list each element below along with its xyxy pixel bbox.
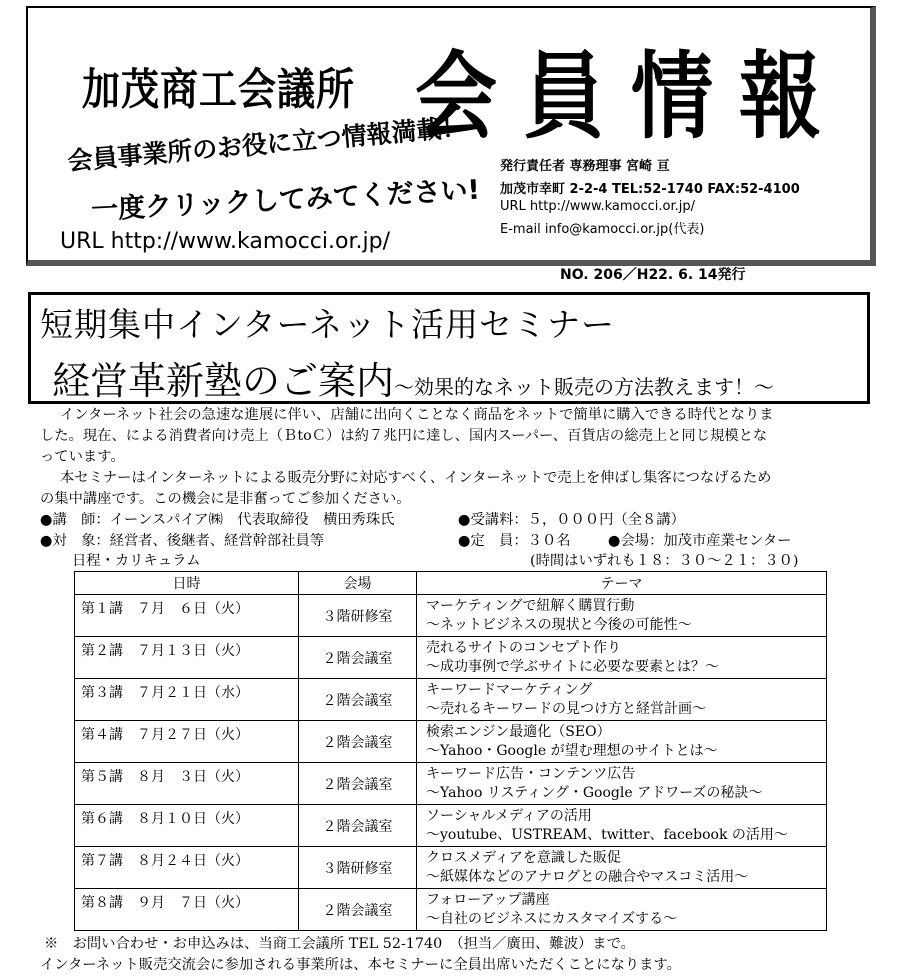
schedule-table xyxy=(74,571,827,931)
body-line: 本セミナーはインターネットによる販売分野に対応すべく、インターネットで売上を伸ばし集客につなげるため xyxy=(60,470,772,486)
instructor-info: ●講 師：イーンスパイア㈱ 代表取締役 横田秀珠氏 xyxy=(40,512,395,528)
cell-theme xyxy=(417,679,827,721)
header-theme: テーマ xyxy=(417,572,827,595)
theme-title: 検索エンジン最適化（SEO） xyxy=(426,724,611,740)
theme-subtitle: ～youtube、USTREAM、twitter、facebook の活用～ xyxy=(426,827,788,843)
cell-venue: ２階会議室 xyxy=(299,763,417,805)
subtitle-tagline: ～効果的なネット販売の方法教えます！～ xyxy=(394,375,775,399)
body-line: した。現在、による消費者向け売上（ＢtoＣ）は約７兆円に達し、国内スーパー、百貨店の総売上と同じ規模とな xyxy=(40,428,768,444)
body-line: の集中講座です。この機会に是非奮ってご参加ください。 xyxy=(40,491,411,507)
cell-date: 第３講 ７月２１日（水） xyxy=(75,679,299,721)
cell-date: 第８講 ９月 ７日（火） xyxy=(75,889,299,931)
venue-info: ●会場：加茂市産業センター xyxy=(608,533,792,549)
cell-theme xyxy=(417,763,827,805)
theme-subtitle: ～Yahoo・Google が望む理想のサイトとは～ xyxy=(426,743,718,759)
header-venue: 会場 xyxy=(299,572,417,595)
theme-subtitle: ～ネットビジネスの現状と今後の可能性～ xyxy=(426,617,692,633)
cell-theme xyxy=(417,595,827,637)
publisher: 発行責任者 専務理事 宮崎 亘 xyxy=(500,159,670,174)
tagline-2: 一度クリックしてみてください! xyxy=(90,174,481,226)
cell-venue: ３階研修室 xyxy=(299,595,417,637)
table-row xyxy=(75,637,827,679)
target-info: ●対 象：経営者、後継者、経営幹部社員等 xyxy=(40,533,325,549)
cell-venue: ３階研修室 xyxy=(299,847,417,889)
cell-date: 第６講 ８月１０日（火） xyxy=(75,805,299,847)
participation-note: インターネット販売交流会に参加される事業所は、本セミナーに全員出席いただくことになります。 xyxy=(40,957,681,973)
cell-theme xyxy=(417,889,827,931)
theme-title: 売れるサイトのコンセプト作り xyxy=(426,640,622,656)
cell-venue: ２階会議室 xyxy=(299,679,417,721)
table-row xyxy=(75,721,827,763)
cell-date: 第２講 ７月１３日（火） xyxy=(75,637,299,679)
subtitle-main: 経営革新塾のご案内 xyxy=(52,359,395,403)
issue-number: NO. 206／H22. 6. 14発行 xyxy=(560,267,746,283)
table-row xyxy=(75,763,827,805)
theme-title: キーワードマーケティング xyxy=(426,682,593,698)
table-row xyxy=(75,889,827,931)
theme-subtitle: ～成功事例で学ぶサイトに必要な要素とは？～ xyxy=(426,659,720,675)
newsletter-title: 会員情報 xyxy=(415,42,848,152)
email-line[interactable]: E-mail info@kamocci.or.jp(代表) xyxy=(500,222,705,237)
seminar-subtitle xyxy=(52,350,774,405)
cell-date: 第７講 ８月２４日（火） xyxy=(75,847,299,889)
time-note: (時間はいずれも１８：３０～２１：３０) xyxy=(530,553,799,569)
theme-subtitle: ～紙媒体などのアナログとの融合やマスコミ活用～ xyxy=(426,869,749,885)
capacity-info: ●定 員：３０名 xyxy=(458,533,571,549)
cell-venue: ２階会議室 xyxy=(299,721,417,763)
fee-info: ●受講料：５，０００円（全８講） xyxy=(458,512,685,528)
cell-theme xyxy=(417,721,827,763)
table-row xyxy=(75,679,827,721)
theme-subtitle: ～Yahoo リスティング・Google アドワーズの秘訣～ xyxy=(426,785,763,801)
table-row xyxy=(75,805,827,847)
site-url-link[interactable]: URL http://www.kamocci.or.jp/ xyxy=(60,229,390,254)
contact-note: ※ お問い合わせ・お申込みは、当商工会議所 TEL 52-1740 （担当／廣田、難波）まで。 xyxy=(44,936,635,952)
url-line[interactable]: URL http://www.kamocci.or.jp/ xyxy=(500,199,695,214)
theme-title: マーケティングで紐解く購買行動 xyxy=(426,598,635,614)
cell-theme xyxy=(417,805,827,847)
theme-title: ソーシャルメディアの活用 xyxy=(426,808,592,824)
cell-date: 第５講 ８月 ３日（火） xyxy=(75,763,299,805)
table-row xyxy=(75,847,827,889)
theme-subtitle: ～売れるキーワードの見つけ方と経営計画～ xyxy=(426,701,706,717)
tagline-1: 会員事業所のお役に立つ情報満載！ xyxy=(66,112,468,176)
schedule-label: 日程・カリキュラム xyxy=(72,553,201,569)
cell-date: 第４講 ７月２７日（火） xyxy=(75,721,299,763)
cell-venue: ２階会議室 xyxy=(299,637,417,679)
seminar-title: 短期集中インターネット活用セミナー xyxy=(40,305,616,344)
theme-title: クロスメディアを意識した販促 xyxy=(426,850,621,866)
theme-title: キーワード広告・コンテンツ広告 xyxy=(426,766,636,782)
theme-subtitle: ～自社のビジネスにカスタマイズする～ xyxy=(426,911,678,927)
body-line: インターネット社会の急速な進展に伴い、店舗に出向くことなく商品をネットで簡単に購入できる時代となりま xyxy=(60,407,774,423)
cell-date: 第１講 ７月 ６日（火） xyxy=(75,595,299,637)
org-name: 加茂商工会議所 xyxy=(82,64,356,115)
table-row xyxy=(75,595,827,637)
body-line: っています。 xyxy=(40,449,125,465)
cell-theme xyxy=(417,637,827,679)
cell-venue: ２階会議室 xyxy=(299,889,417,931)
header-date: 日時 xyxy=(75,572,299,595)
cell-theme xyxy=(417,847,827,889)
theme-title: フォローアップ講座 xyxy=(426,892,550,908)
table-header-row xyxy=(75,572,827,595)
address: 加茂市幸町 2-2-4 TEL:52-1740 FAX:52-4100 xyxy=(500,182,800,197)
cell-venue: ２階会議室 xyxy=(299,805,417,847)
